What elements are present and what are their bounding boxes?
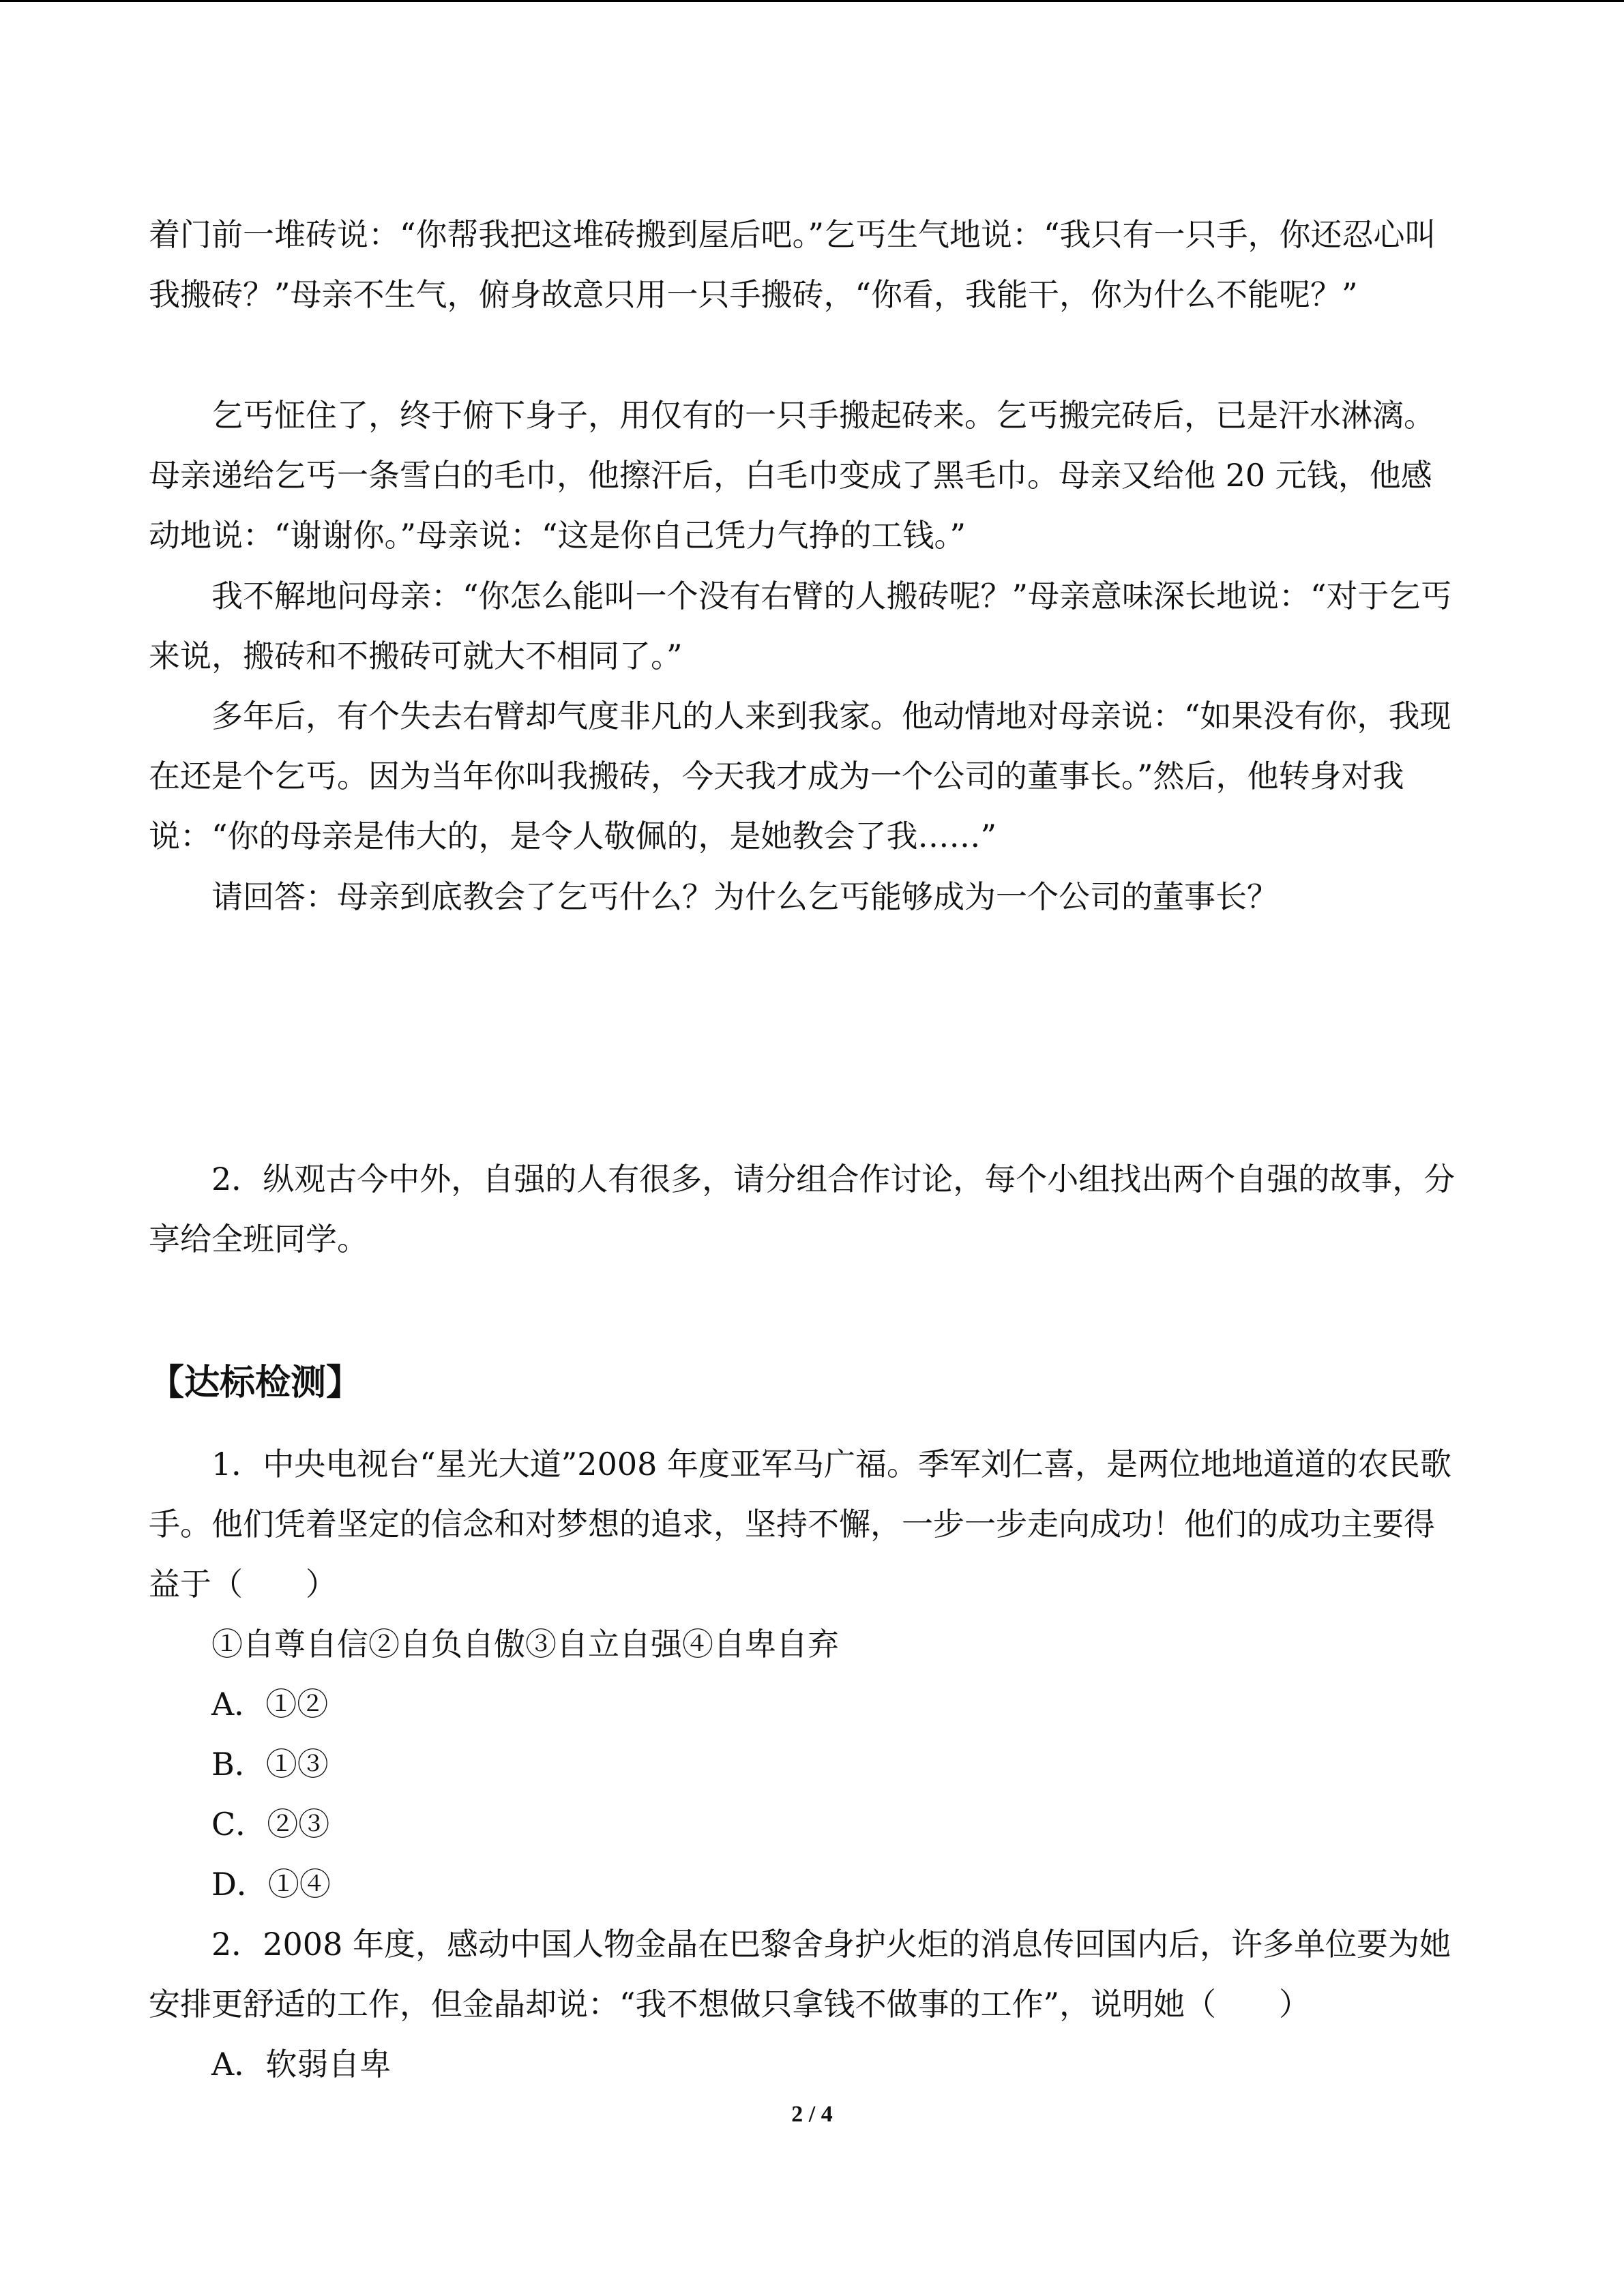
section-heading: 【达标检测】 bbox=[149, 1362, 362, 1403]
story-question: 请回答：母亲到底教会了乞丐什么？为什么乞丐能够成为一个公司的董事长？ bbox=[211, 878, 1278, 915]
quiz-question-1-option-b[interactable]: B．①③ bbox=[211, 1746, 329, 1783]
quiz-question-1-stem: 1．中央电视台“星光大道”2008 年度亚军马广福。季军刘仁喜，是两位地地道道的农民歌手。他们凭着坚定的信念和对梦想的追求，坚持不懈，一步一步走向成功！他们的成功主要得益于（ ） bbox=[149, 1446, 1451, 1602]
quiz-question-1-statements: ①自尊自信②自负自傲③自立自强④自卑自弃 bbox=[211, 1626, 839, 1663]
story-paragraph-1: 着门前一堆砖说：“你帮我把这堆砖搬到屋后吧。”乞丐生气地说：“我只有一只手，你还忍心叫我搬砖？”母亲不生气，俯身故意只用一只手搬砖，“你看，我能干，你为什么不能呢？” bbox=[149, 216, 1436, 313]
story-paragraph-4: 多年后，有个失去右臂却气度非凡的人来到我家。他动情地对母亲说：“如果没有你，我现在还是个乞丐。因为当年你叫我搬砖，今天我才成为一个公司的董事长。”然后，他转身对我说：“你的母亲是伟大的，是令人敬佩的，是她教会了我……” bbox=[149, 698, 1451, 854]
story-paragraph-2: 乞丐怔住了，终于俯下身子，用仅有的一只手搬起砖来。乞丐搬完砖后，已是汗水淋漓。母亲递给乞丐一条雪白的毛巾，他擦汗后，白毛巾变成了黑毛巾。母亲又给他 20 元钱，他感动地说：“谢谢你。”母亲说：“这是你自己凭力气挣的工钱。” bbox=[149, 397, 1435, 554]
quiz-question-2-option-a[interactable]: A．软弱自卑 bbox=[211, 2046, 392, 2083]
quiz-question-2-stem: 2．2008 年度，感动中国人物金晶在巴黎舍身护火炬的消息传回国内后，许多单位要为她安排更舒适的工作，但金晶却说：“我不想做只拿钱不做事的工作”，说明她（ ） bbox=[149, 1926, 1451, 2023]
quiz-question-1-option-a[interactable]: A．①② bbox=[211, 1686, 329, 1723]
quiz-question-1-option-d[interactable]: D．①④ bbox=[211, 1866, 331, 1903]
discussion-question-2: 2．纵观古今中外，自强的人有很多，请分组合作讨论，每个小组找出两个自强的故事，分享给全班同学。 bbox=[149, 1161, 1456, 1257]
quiz-question-1-option-c[interactable]: C．②③ bbox=[211, 1806, 330, 1843]
page-top-border bbox=[0, 0, 1624, 2]
story-paragraph-3: 我不解地问母亲：“你怎么能叫一个没有右臂的人搬砖呢？”母亲意味深长地说：“对于乞丐来说，搬砖和不搬砖可就大不相同了。” bbox=[149, 578, 1452, 674]
page-number: 2 / 4 bbox=[791, 2102, 833, 2127]
